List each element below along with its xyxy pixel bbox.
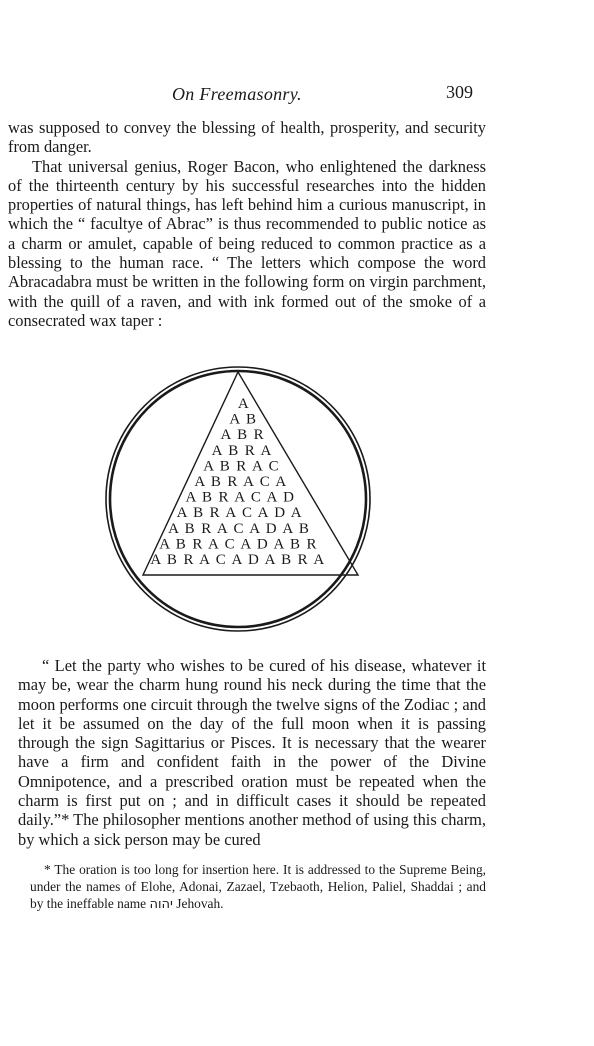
charm-line: A B R [220,427,266,444]
charm-line: A [237,396,251,412]
charm-line: A B R A C A D A B [168,520,311,537]
charm-line: A B [229,411,258,428]
body-text-top [8,118,486,330]
paragraph-charm-instructions: “ Let the party who wishes to be cured of his disease, whatever it may be, wear the charm hung round his neck during the time that the moon performs one circuit through the twelve signs of the Zodiac ; and let it be assumed on the day of the full moon when it is passing through the sign Sagittarius or Pisces. It is necessary that the wearer have a firm and confident faith in the power of the Divine Omnipotence, and a prescribed oration must be repeated when the charm is first put on ; and in difficult cases it should be repeated daily.”* The philosopher mentions another method of using this charm, by which a sick person may be cured [18,656,486,849]
footnote-text-after: Jehovah. [176,895,224,911]
charm-line: A B R A [211,442,273,459]
charm-line: A B R A C A D A B R [159,536,318,553]
body-text-bottom [18,656,486,849]
page-number: 309 [446,82,473,102]
abracadabra-charm-figure [104,364,372,634]
paragraph-continuation: was supposed to convey the blessing of health, prosperity, and security from danger. [8,118,486,157]
footnote-text [30,862,486,913]
running-head [0,84,594,108]
charm-letter-lines [150,396,325,568]
running-title: On Freemasonry. [172,84,302,104]
charm-line: A B R A C [203,458,280,475]
hebrew-divine-name: יהוה [149,896,173,912]
charm-line: A B R A C A D A [176,505,304,522]
charm-diagram [104,364,372,634]
footnote [30,862,486,913]
charm-line: A B R A C A [194,474,288,490]
paragraph-roger-bacon: That universal genius, Roger Bacon, who enlightened the darkness of the thirteenth century by his successful researches into the hidden properties of natural things, has left behind him a curious manuscript, in which the “ facultye of Abrac” is thus recommended to public notice as a charm or amulet, capable of being reduced to common practice as a blessing to the human race. “ The letters which compose the word Abracadabra must be written in the following form on virgin parchment, with the quill of a raven, and with ink formed out of the smoke of a consecrated wax taper : [8,156,486,330]
charm-line: A B R A C A D [185,489,296,506]
charm-line: A B R A C A D A B R A [150,552,326,568]
footnote-text-before: * The oration is too long for insertion here. It is addressed to the Supreme Being, under the names of Elohe, Adonai, Zazael, Tzebaoth, Helion, Paliel, Shaddai ; and by the ineffable name [30,862,486,911]
